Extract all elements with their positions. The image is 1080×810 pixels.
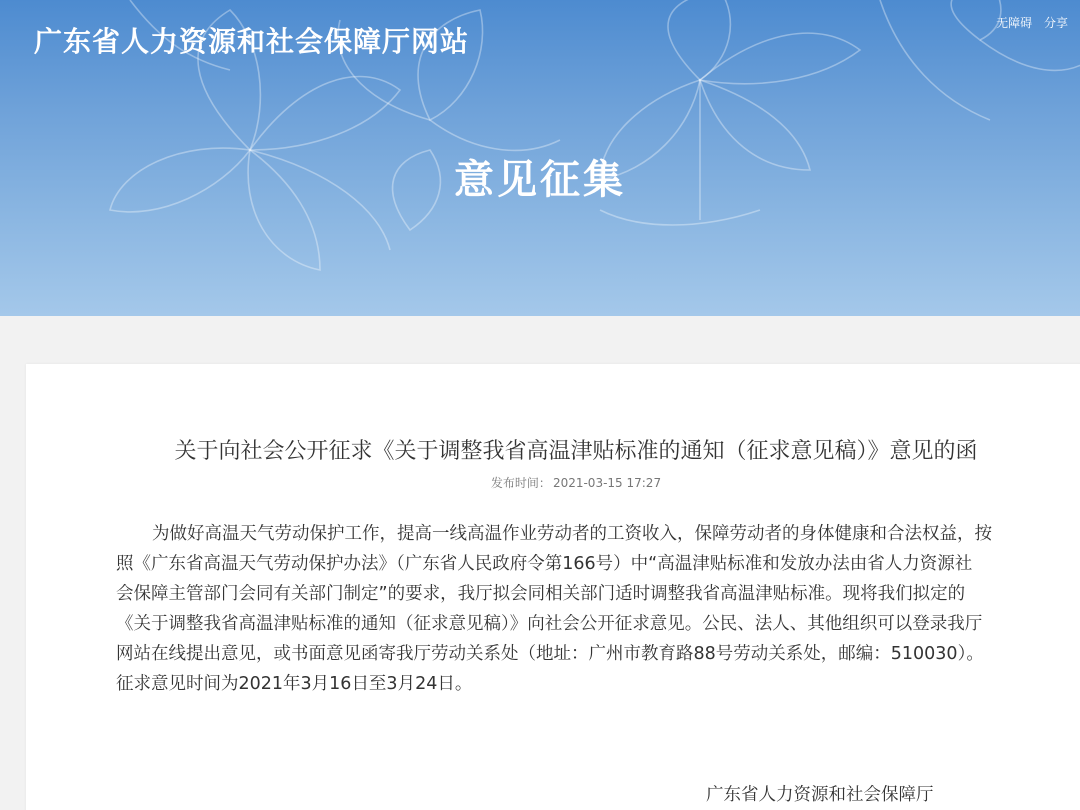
share-link[interactable]: 分享 — [1043, 16, 1068, 30]
accessibility-link[interactable]: 无障碍 — [996, 16, 1033, 30]
site-title: 广东省人力资源和社会保障厅网站 — [34, 25, 470, 58]
body-line: 网站在线提出意见，或书面意见函寄我厅劳动关系处（地址：广州市教育路88号劳动关系处，邮编：510030）。 — [116, 644, 984, 664]
section-title: 意见征集 — [454, 157, 626, 203]
header-banner — [0, 0, 1080, 316]
body-line: 会保障主管部门会同有关部门制定”的要求，我厅拟会同相关部门适时调整我省高温津贴标准。现将我们拟定的 — [116, 584, 966, 604]
article-card — [26, 364, 1080, 810]
article-title: 关于向社会公开征求《关于调整我省高温津贴标准的通知（征求意见稿）》意见的函 — [174, 439, 978, 464]
body-line: 为做好高温天气劳动保护工作，提高一线高温作业劳动者的工资收入，保障劳动者的身体健康和合法权益，按 — [152, 524, 992, 544]
body-line: 《关于调整我省高温津贴标准的通知（征求意见稿）》向社会公开征求意见。公民、法人、其他组织可以登录我厅 — [116, 614, 983, 634]
article-body — [116, 519, 1046, 699]
body-line: 征求意见时间为2021年3月16日至3月24日。 — [116, 674, 473, 694]
publish-time: 2021-03-15 17:27 — [552, 476, 662, 490]
signature: 广东省人力资源和社会保障厅 — [706, 785, 934, 805]
publish-meta — [26, 474, 1080, 491]
body-line: 照《广东省高温天气劳动保护办法》（广东省人民政府令第166号）中“高温津贴标准和发放办法由省人力资源社 — [116, 554, 973, 574]
publish-time-label: 发布时间： — [490, 476, 551, 490]
top-links — [988, 14, 1068, 31]
